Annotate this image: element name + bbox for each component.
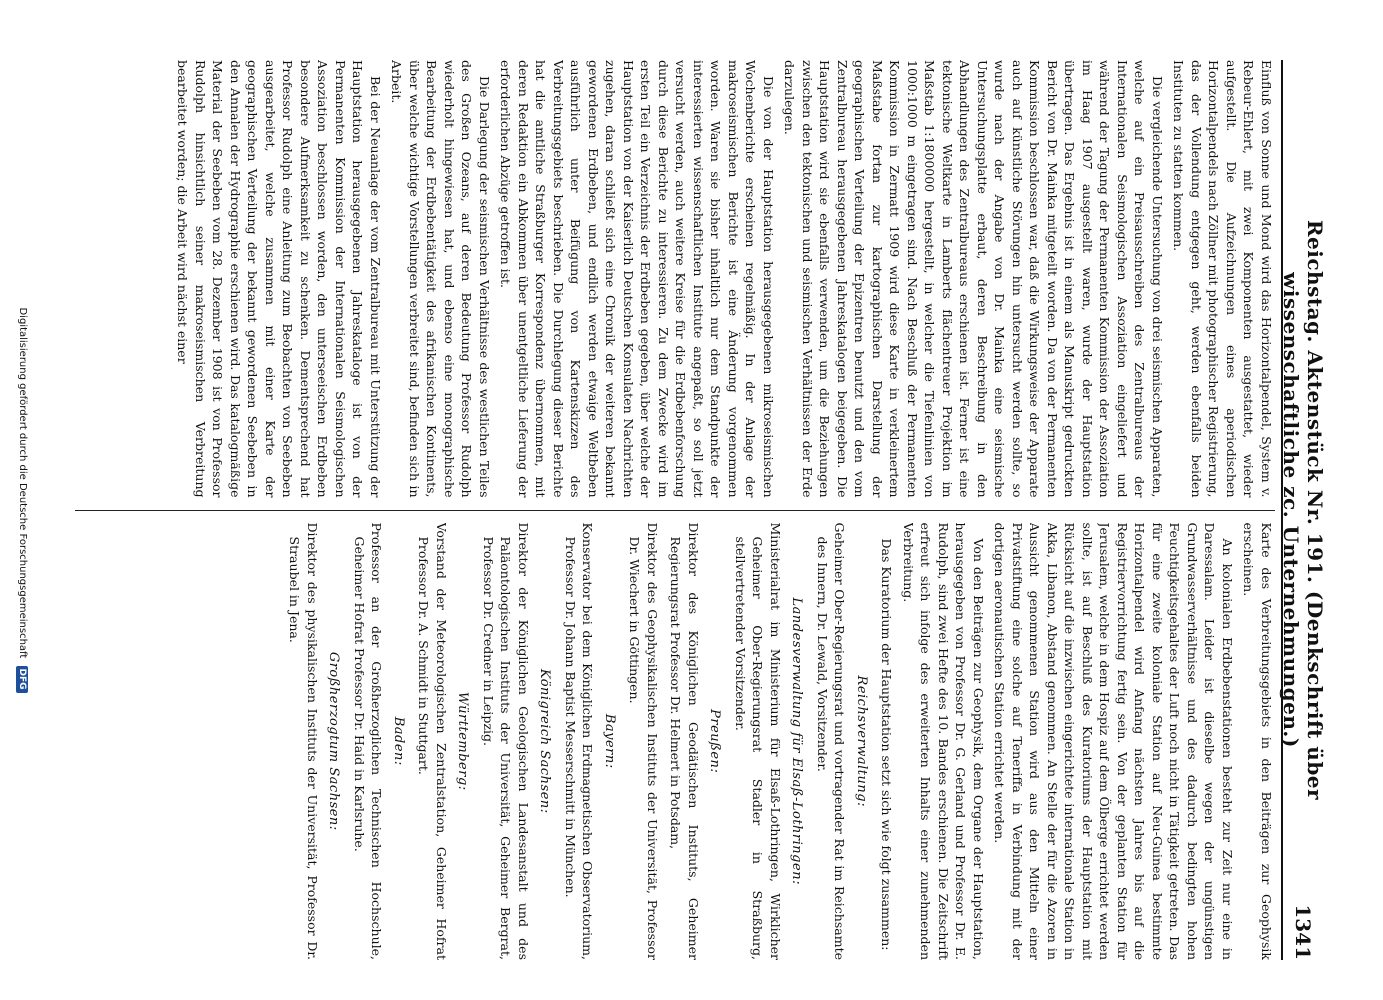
- paragraph: Die vergleichende Untersuchung von drei seismischen Apparaten, welche auf ein Preisausschreiben des Zentralbureaus der Internationalen Seismologischen Assoziation eingeliefert und während der Tagung der Permanenten Kommission der Assoziation im Haag 1907 ausgestellt waren, wurde der Hauptstation übertragen. Das Ergebnis ist in einem als Manuskript gedruckten Bericht von Dr. Mainka mitgeteilt worden. Da von der Permanenten Kommission beschlossen war, daß die Wirkungsweise der Apparate auch auf künstliche Störungen hin untersucht werden sollte, so wurde nach der Angabe von Dr. Mainka eine seismische Untersuchungsplatte erbaut, deren Beschreibung in den Abhandlungen des Zentralbureaus erschienen ist. Ferner ist eine tektonische Weltkarte in Lamberts flächentreuer Projektion im Maßstab 1:1800000 hergestellt, in welcher die Tiefenlinien von 1000:1000 m eingetragen sind. Nach Beschluß der Permanenten Kommission in Zermatt 1909 wird diese Karte in verkleinertem Maßstabe fortan zur kartographischen Darstellung der geographischen Verteilung der Epizentren benutzt und den vom Zentralbureau herausgegebenen Jahreskatalogen beigegeben. Die Hauptstation wird sie ebenfalls verwenden, um die Beziehungen zwischen den tektonischen und seismischen Verhältnissen der Erde darzulegen.: [782, 60, 1165, 498]
- section-heading: Landesverwaltung für Elsaß-Lothringen:: [789, 597, 805, 885]
- page-number: 1341: [1291, 904, 1315, 960]
- member-entry: Direktor des physikalischen Instituts der Universität, Professor Dr. Straubel in Jena.: [287, 522, 320, 960]
- paragraph: Das Kuratorium der Hauptstation setzt sich wie folgt zusammen:: [879, 538, 895, 951]
- credit-text: Digitalisierung gefördert durch die Deutsche Forschungsgemeinschaft: [17, 307, 28, 659]
- paragraph: Die von der Hauptstation herausgegebenen mikroseismischen Wochenberichte erscheinen regelmäßig. In der Anlage der makroseismischen Berichte ist eine Änderung vorgenommen worden. Waren sie bisher inhaltlich nur dem Standpunkte der interessierten wissenschaftlichen Institute angepaßt, so soll jetzt versucht werden, auch weitere Kreise für die Erdbebenforschung durch diese Berichte zu interessieren. Zu dem Zwecke wird im ersten Teil ein Verzeichnis der Erdbeben gegeben, über welche der Hauptstation von der Kaiserlich Deutschen Konsulaten Nachrichten zugehen, daran schließt sich eine Chronik der weiteren bekannt gewordenen Erdbeben, und endlich werden etwaige Weltbeben ausführlich unter Beifügung von Kartenskizzen des Verbreitungsgebiets beschrieben. Die Durchlegung dieser Berichte hat die amtliche Straßburger Korrespondenz übernommen, mit deren Redaktion ein Abkommen über unentgeltliche Lieferung der erforderlichen Abzüge getroffen ist.: [498, 60, 776, 498]
- page-header: [1279, 60, 1327, 960]
- page-title: Reichstag. Aktenstück Nr. 191. (Denkschrift über wissenschaftliche zc. Unternehmungen.): [1279, 219, 1327, 801]
- right-column: [75, 523, 1275, 961]
- member-entry: Vorstand der Meteorologischen Zentralstation, Geheimer Hofrat Professor Dr. A. Schmidt in Stuttgart.: [416, 522, 449, 960]
- digitization-credit: [16, 0, 28, 1000]
- dfg-logo: DFG: [16, 666, 28, 693]
- paragraph: Die Darlegung der seismischen Verhältnisse des westlichen Teiles des Großen Ozeans, auf deren Bedeutung Professor Rudolph wiederholt hingewiesen hat, und ebenso eine monographische Bearbeitung der Erdbebentätigkeit des afrikanischen Kontinents, über welche wichtige Vorstellungen verbreitet sind, befinden sich in Arbeit.: [389, 60, 492, 498]
- member-entry: Konservator bei dem Königlichen Erdmagnetischen Observatorium, Professor Dr. Johann Baptist Messerschmitt in München.: [563, 522, 596, 960]
- section-heading: Preußen:: [707, 709, 723, 774]
- member-entry: Direktor des Geophysikalischen Instituts der Universität, Professor Dr. Wiechert in Göttingen.: [627, 522, 660, 960]
- column-divider: [75, 510, 1275, 511]
- paragraph: Von den Beiträgen zur Geophysik, dem Organe der Hauptstation, herausgegeben von Professor Dr. G. Gerland und Professor Dr. E. Rudolph, sind zwei Hefte des 10. Bandes erschienen. Die Zeitschrift erfreut sich infolge des erweiterten Inhalts einer zunehmenden Verbreitung.: [901, 522, 986, 960]
- paragraph: Bei der Neuanlage der vom Zentralbureau mit Unterstützung der Hauptstation herausgegebenen Jahreskataloge ist von der Permanenten Kommission der Internationalen Seismologischen Assoziation beschlossen worden, den unterseeischen Erdbeben besondere Aufmerksamkeit zu schenken. Dementsprechend hat Professor Rudolph eine Anleitung zum Beobachten von Seebeben ausgearbeitet, welche zusammen mit einer Karte der geographischen Verteilung der bekannt gewordenen Seebeben in den Annalen der Hydrographie erschienen wird. Das katalogmäßige Material der Seebeben vom 28. Dezember 1908 ist von Professor Rudolph hinsichtlich seiner makroseismischen Verbreitung bearbeitet worden; die Arbeit wird nächst einer: [175, 60, 383, 498]
- member-entry: Direktor der Königlichen Geologischen Landesanstalt und des Paläontologischen Instituts der Universität, Geheimer Bergrat, Professor Dr. Credner in Leipzig.: [481, 522, 531, 960]
- section-heading: Königreich Sachsen:: [537, 668, 553, 814]
- section-heading: Baden:: [391, 716, 406, 766]
- left-column: [75, 60, 1275, 498]
- text-columns: [75, 60, 1275, 960]
- section-heading: Bayern:: [602, 713, 617, 769]
- section-heading: Reichsverwaltung:: [854, 675, 869, 807]
- section-heading: Großherzogtum Sachsen:: [326, 651, 342, 831]
- member-entry: Professor an der Großherzoglichen Technischen Hochschule, Geheimer Hofrat Professor Dr. Haid in Karlsruhe.: [352, 522, 385, 960]
- paragraph: An kolonialen Erdbebenstationen besteht zur Zeit nur eine in Daressalam. Leider ist dieselbe wegen der ungünstigen Grundwasserverhältnisse und des dadurch bedingten hohen Feuchtigkeitsgehaltes der Luft noch nicht in Tätigkeit getreten. Das für eine zweite koloniale Station auf Neu-Guinea bestimmte Horizontalpendel wird Anfang nächsten Jahres bis auf die Registriervorrichtung fertig sein. Von der geplanten Station für Jerusalem, welche in dem Hospiz auf dem Ölberge errichtet werden sollte, ist auf Beschluß des Kuratoriums der Hauptstation mit Rücksicht auf die inzwischen eingerichtete internationale Station in Akka, Libanon, Abstand genommen. An Stelle der für die Azoren in Aussicht genommenen Station wird aus den Mitteln einer Privatstiftung eine solche auf Teneriffa in Verbindung mit der dortigen aeronautischen Station errichtet werden.: [992, 522, 1235, 960]
- paragraph: Einfluß von Sonne und Mond wird das Horizontalpendel, System v. Rebeur-Ehlert, mit zwei Komponenten ausgestattet, wieder aufgestellt. Die Aufzeichnungen eines aperiodischen Horizontalpendels nach Zöllner mit photographischer Registrierung, das der Vollendung entgegen geht, werden ebenfalls beiden Instituten zu statten kommen.: [1171, 60, 1274, 498]
- member-entry: Ministerialrat im Ministerium für Elsaß-Lothringen, Wirklicher Geheimer Ober-Regierungsrat Stadler in Straßburg, stellvertretender Vorsitzender.: [733, 522, 783, 960]
- section-heading: Württemberg:: [455, 691, 471, 791]
- member-entry: Direktor des Königlichen Geodätischen Instituts, Geheimer Regierungsrat Professor Dr. Helmert in Potsdam,: [668, 522, 701, 960]
- member-entry: Geheimer Ober-Regierungsrat und vortragender Rat im Reichsamte des Innern, Dr. Lewald, Vorsitzender.: [815, 522, 848, 960]
- paragraph: Karte des Verbreitungsgebiets in den Beiträgen zur Geophysik erscheinen.: [1241, 522, 1274, 960]
